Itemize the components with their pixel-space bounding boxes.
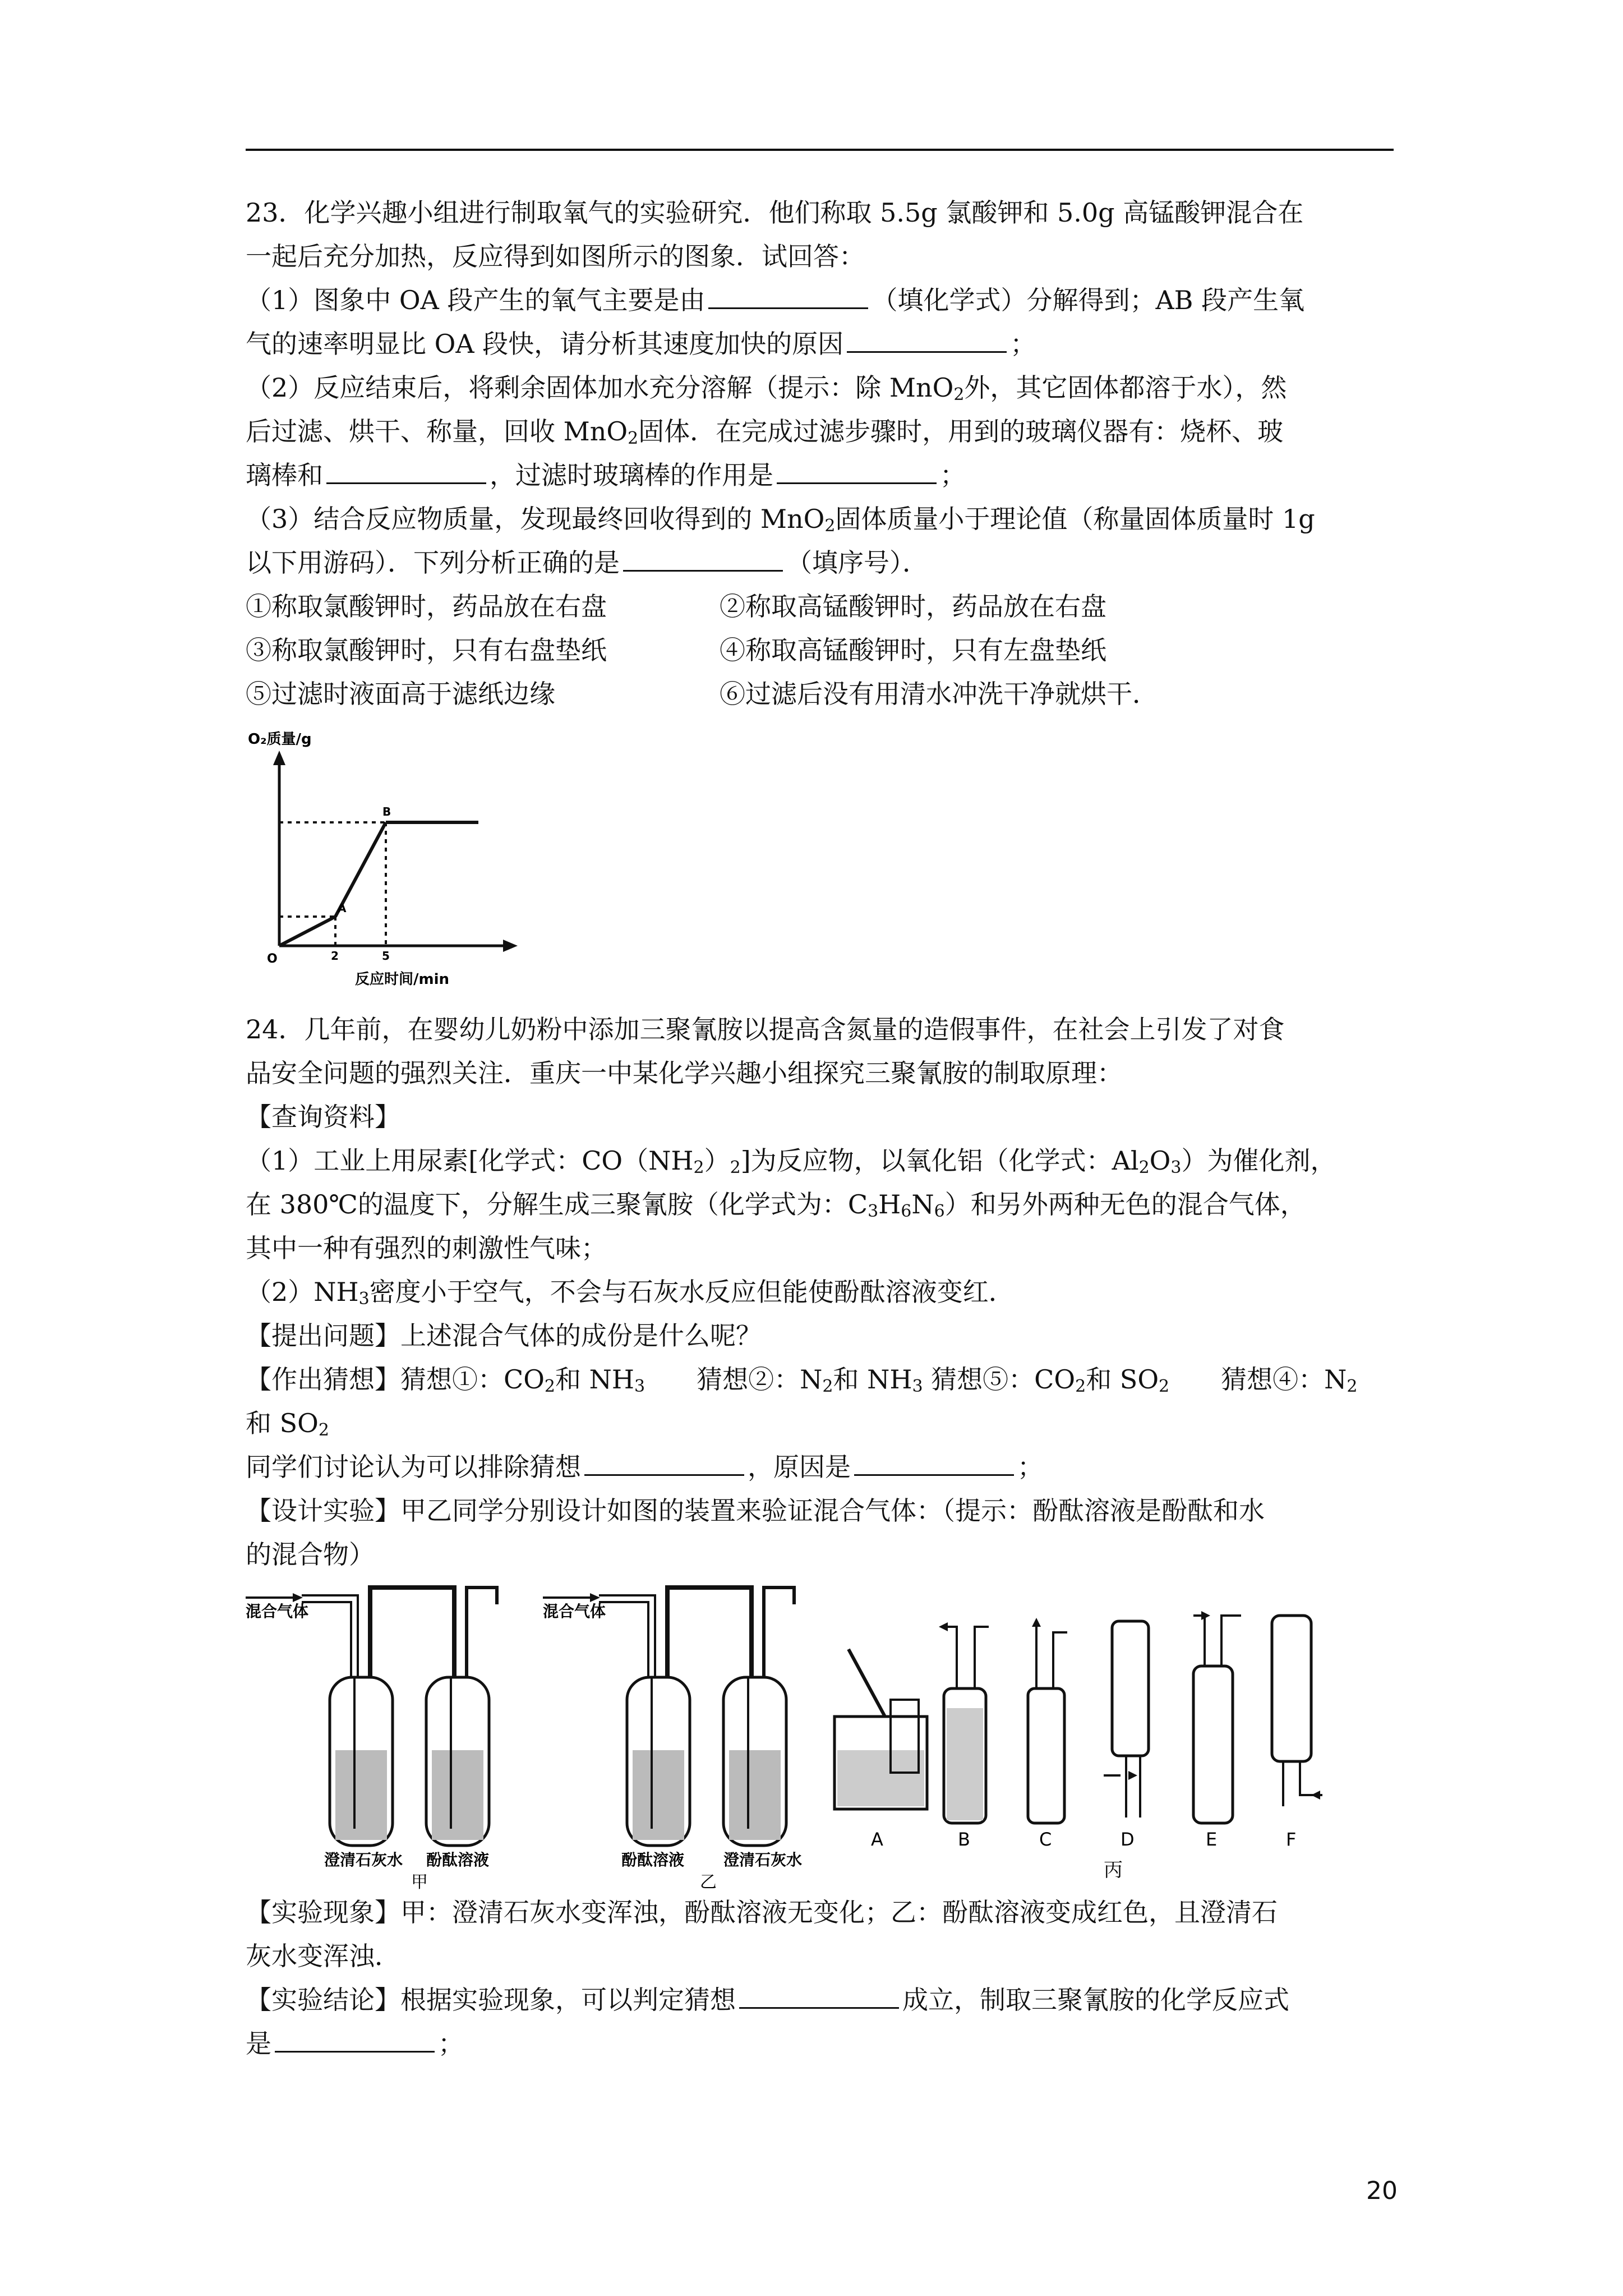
point-a-label: A — [338, 901, 347, 915]
oxygen-mass-graph — [246, 721, 537, 991]
q24-guesses-line2: 和 $SO_2$ — [246, 1408, 329, 1440]
q24-discussion: 同学们讨论认为可以排除猜想 ，原因是 ； — [246, 1452, 1043, 1482]
apparatus-label-f: F — [1286, 1829, 1297, 1850]
tick-2-label: 2 — [331, 949, 339, 963]
q23-part2-line3: 璃棒和 ，过滤时玻璃棒的作用是 ； — [246, 460, 966, 490]
answer-blank[interactable] — [708, 285, 868, 309]
caption-bing: 丙 — [1104, 1859, 1123, 1881]
q24-intro-line1: 24．几年前，在婴幼儿奶粉中添加三聚氰胺以提高含氮量的造假事件，在社会上引发了对食 — [246, 1014, 1285, 1045]
answer-blank[interactable] — [854, 1452, 1014, 1476]
page-number: 20 — [1366, 2177, 1398, 2205]
option-3: ③称取氯酸钾时，只有右盘垫纸 — [246, 635, 607, 665]
q23-options — [246, 585, 1395, 716]
q23-part3-line2: 以下用游码）．下列分析正确的是 （填序号）． — [246, 547, 928, 578]
graph-y-label: O₂质量/g — [248, 731, 312, 748]
q24-question: 【提出问题】上述混合气体的成份是什么呢？ — [246, 1320, 762, 1351]
answer-blank[interactable] — [777, 460, 937, 484]
q23-part3-line1: （3）结合反应物质量，发现最终回收得到的 MnO$_2$固体质量小于理论值（称量固体质量时 1g — [246, 504, 1315, 536]
answer-blank[interactable] — [847, 329, 1007, 353]
apparatus-e-bottle — [1193, 1666, 1233, 1823]
q24-info1-line2: 在 380℃的温度下，分解生成三聚氰胺（化学式为：$C_3H_6N_6$）和另外两种无色的混合气体， — [246, 1189, 1306, 1221]
liquid-limewater — [729, 1750, 781, 1840]
option-4: ④称取高锰酸钾时，只有左盘垫纸 — [720, 635, 1106, 665]
header-rule — [246, 149, 1394, 151]
delivery-tube — [849, 1649, 885, 1717]
graph-x-label: 反应时间/min — [355, 971, 450, 988]
inlet-tube — [599, 1595, 655, 1677]
answer-blank[interactable] — [584, 1452, 744, 1476]
y-axis-arrow — [273, 751, 285, 765]
q23-part1-line1: （1）图象中 OA 段产生的氧气主要是由 （填化学式）分解得到；AB 段产生氧 — [246, 285, 1305, 315]
mixed-gas-label: 混合气体 — [246, 1602, 309, 1621]
option-2: ②称取高锰酸钾时，药品放在右盘 — [720, 591, 1106, 622]
point-b-label: B — [382, 805, 391, 818]
caption-jia: 甲 — [411, 1872, 428, 1892]
gas-inlet-arrowhead — [293, 1593, 303, 1602]
liquid-phenolphthalein — [432, 1750, 483, 1840]
apparatus-c-bottle — [1028, 1688, 1064, 1823]
origin-label: O — [267, 952, 278, 966]
q23-part2-line2: 后过滤、烘干、称量，回收 MnO$_2$固体．在完成过滤步骤时，用到的玻璃仪器有：烧杯、玻 — [246, 416, 1284, 448]
gas-inlet-arrowhead — [590, 1593, 600, 1602]
setup-jia — [246, 1588, 497, 1869]
q24-design-line2: 的混合物） — [246, 1539, 375, 1570]
q24-intro-line2: 品安全问题的强烈关注．重庆一中某化学兴趣小组探究三聚氰胺的制取原理： — [246, 1058, 1123, 1088]
caption-yi: 乙 — [700, 1872, 717, 1892]
segment-oa — [279, 917, 335, 946]
mixed-gas-label: 混合气体 — [543, 1602, 606, 1621]
q24-conclusion-line1: 【实验结论】根据实验现象，可以判定猜想 成立，制取三聚氰胺的化学反应式 — [246, 1985, 1289, 2015]
answer-blank[interactable] — [623, 547, 783, 572]
bottle-label: 澄清石灰水 — [723, 1851, 803, 1869]
option-6: ⑥过滤后没有用清水冲洗干净就烘干． — [720, 679, 1158, 709]
inlet-tube — [302, 1595, 358, 1677]
q24-info1-line1: （1）工业上用尿素[化学式：$CO(NH_2)_2$]为反应物，以氧化铝（化学式：$Al_2O_3$）为催化剂， — [246, 1145, 1336, 1177]
q24-info2: $(2)NH_3$密度小于空气，不会与石灰水反应但能使酚酞溶液变红． — [246, 1277, 1015, 1309]
q24-heading-query: 【查询资料】 — [246, 1102, 400, 1132]
outlet-tube — [467, 1588, 497, 1677]
q24-conclusion-line2: 是 ； — [246, 2028, 464, 2059]
q24-phenomenon-line2: 灰水变浑浊． — [246, 1941, 400, 1971]
answer-blank[interactable] — [326, 460, 486, 484]
option-1: ①称取氯酸钾时，药品放在右盘 — [246, 591, 607, 622]
apparatus-label-a: A — [871, 1829, 883, 1850]
q24-info1-line3: 其中一种有强烈的刺激性气味； — [246, 1233, 607, 1263]
connecting-tube — [370, 1588, 454, 1677]
x-axis-arrow — [503, 940, 518, 952]
option-5: ⑤过滤时液面高于滤纸边缘 — [246, 679, 555, 709]
bottle-label: 酚酞溶液 — [426, 1851, 490, 1869]
apparatus-label-c: C — [1039, 1829, 1052, 1850]
bottle-label: 澄清石灰水 — [324, 1851, 403, 1869]
apparatus-figure — [246, 1582, 1401, 1892]
apparatus-f-bottle — [1272, 1616, 1311, 1761]
answer-blank[interactable] — [739, 1985, 899, 2009]
answer-blank[interactable] — [275, 2028, 435, 2053]
setup-bing — [834, 1611, 1322, 1850]
q23-intro-line2: 一起后充分加热，反应得到如图所示的图象．试回答： — [246, 241, 865, 272]
q23-part2-line1: （2）反应结束后，将剩余固体加水充分溶解（提示：除 MnO$_2$外，其它固体都溶于水），然 — [246, 372, 1287, 404]
q23-intro-line1: 23．化学兴趣小组进行制取氧气的实验研究．他们称取 5.5g 氯酸钾和 5.0g 高锰酸钾混合在 — [246, 197, 1304, 228]
q24-design-line1: 【设计实验】甲乙同学分别设计如图的装置来验证混合气体：（提示：酚酞溶液是酚酞和水 — [246, 1496, 1265, 1526]
apparatus-label-b: B — [958, 1829, 970, 1850]
connecting-tube — [667, 1588, 751, 1677]
apparatus-label-d: D — [1121, 1829, 1135, 1850]
q23-part1-line2: 气的速率明显比 OA 段快，请分析其速度加快的原因 ； — [246, 329, 1036, 359]
apparatus-d-bottle — [1112, 1621, 1149, 1756]
liquid-phenolphthalein — [633, 1750, 684, 1840]
tick-5-label: 5 — [382, 949, 390, 963]
outlet-tube — [764, 1588, 794, 1677]
setup-yi — [543, 1588, 802, 1869]
apparatus-label-e: E — [1206, 1829, 1218, 1850]
q24-phenomenon-line1: 【实验现象】甲：澄清石灰水变浑浊，酚酞溶液无变化；乙：酚酞溶液变成红色，且澄清石 — [246, 1897, 1278, 1927]
q24-guesses-line1: 【作出猜想】猜想①：$CO_2$和 $NH_3$ 猜想②：$N_2$和 $NH_3$ 猜想⑤：$CO_2$和 $SO_2$ 猜想④：$N_2$ — [246, 1364, 1358, 1396]
page-content — [246, 191, 1395, 2065]
liquid-limewater — [335, 1750, 387, 1840]
bottle-label: 酚酞溶液 — [621, 1851, 685, 1869]
